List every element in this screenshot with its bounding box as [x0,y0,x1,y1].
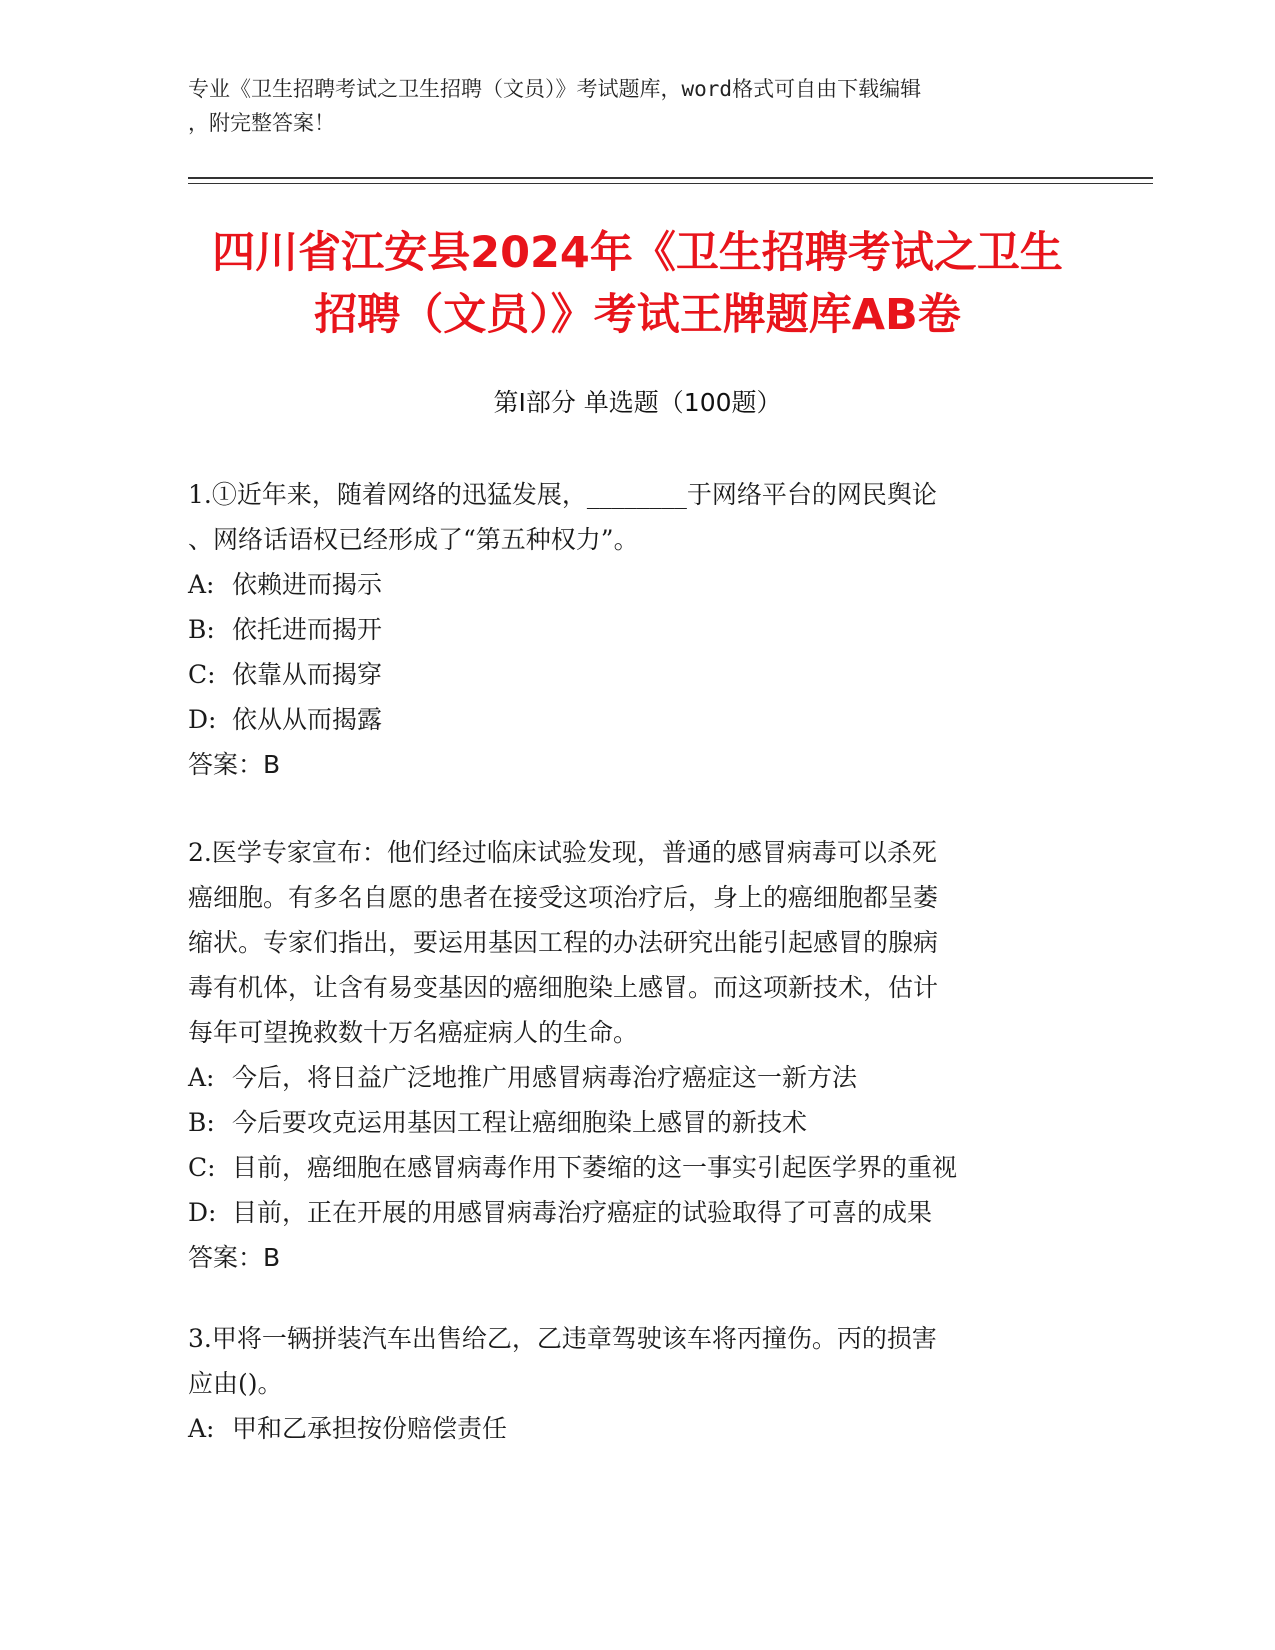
question-stem-line [188,1316,1088,1361]
header-divider-thin [188,183,1153,184]
question-stem-line [188,472,1088,517]
answer-value: B [263,750,281,779]
header-divider-thick [188,177,1153,179]
question-stem-line: 癌细胞。有多名自愿的患者在接受这项治疗后，身上的癌细胞都呈萎 [188,883,939,912]
option-text: 甲和乙承担按份赔偿责任 [232,1414,508,1443]
question-stem-line: 每年可望挽救数十万名癌症病人的生命。 [188,1018,639,1047]
option-text: 依从从而揭露 [232,705,383,734]
answer-value: B [263,1243,281,1272]
question-1 [188,472,1088,787]
option-text: 今后要攻克运用基因工程让癌细胞染上感冒的新技术 [232,1108,808,1137]
option-text: 目前，癌细胞在感冒病毒作用下萎缩的这一事实引起医学界的重视 [232,1153,958,1182]
option-key: A: [188,570,215,599]
option-key: C: [188,1153,216,1182]
option-a [188,1406,1088,1451]
option-key: A: [188,1414,215,1443]
option-key: D: [188,705,217,734]
answer-line [188,1235,1088,1280]
question-stem-line: 应由()。 [188,1369,283,1398]
option-a [188,562,1088,607]
option-text: 依赖进而揭示 [232,570,383,599]
option-key: A: [188,1063,215,1092]
question-stem-line: 毒有机体，让含有易变基因的癌细胞染上感冒。而这项新技术，估计 [188,973,939,1002]
answer-line [188,742,1088,787]
header-note-line-1: 专业《卫生招聘考试之卫生招聘（文员）》考试题库，word格式可自由下载编辑 [188,77,922,101]
option-text: 依靠从而揭穿 [232,660,383,689]
option-key: B: [188,1108,215,1137]
option-b [188,607,1088,652]
question-3 [188,1316,1088,1451]
option-d [188,697,1088,742]
question-stem-text: 医学专家宣布：他们经过临床试验发现，普通的感冒病毒可以杀死 [211,838,937,867]
question-stem-line: 缩状。专家们指出，要运用基因工程的办法研究出能引起感冒的腺病 [188,928,939,957]
option-d [188,1190,1088,1235]
question-2 [188,830,1088,1280]
option-c [188,652,1088,697]
question-stem-line: 、网络话语权已经形成了“第五种权力”。 [188,525,639,554]
option-key: B: [188,615,215,644]
option-text: 目前，正在开展的用感冒病毒治疗癌症的试验取得了可喜的成果 [232,1198,933,1227]
option-c [188,1145,1088,1190]
answer-label: 答案： [188,750,264,779]
header-note-line-2: ，附完整答案！ [188,111,335,135]
section-heading: 第Ⅰ部分 单选题（100题） [493,388,782,417]
option-b [188,1100,1088,1145]
option-key: D: [188,1198,217,1227]
question-stem-line [188,830,1088,875]
option-a [188,1055,1088,1100]
question-number: 2. [188,838,212,867]
document-title [150,222,1125,346]
document-title-line-1: 四川省江安县2024年《卫生招聘考试之卫生 [212,228,1063,278]
header-note [188,72,1068,140]
option-text: 今后，将日益广泛地推广用感冒病毒治疗癌症这一新方法 [232,1063,858,1092]
option-key: C: [188,660,216,689]
question-stem-text: 甲将一辆拼装汽车出售给乙，乙违章驾驶该车将丙撞伤。丙的损害 [211,1324,937,1353]
document-title-line-2: 招聘（文员）》考试王牌题库AB卷 [314,290,961,340]
option-text: 依托进而揭开 [232,615,383,644]
question-number: 3. [188,1324,212,1353]
answer-label: 答案： [188,1243,264,1272]
question-stem-text: ①近年来，随着网络的迅猛发展，________于网络平台的网民舆论 [211,480,937,509]
question-number: 1. [188,480,212,509]
